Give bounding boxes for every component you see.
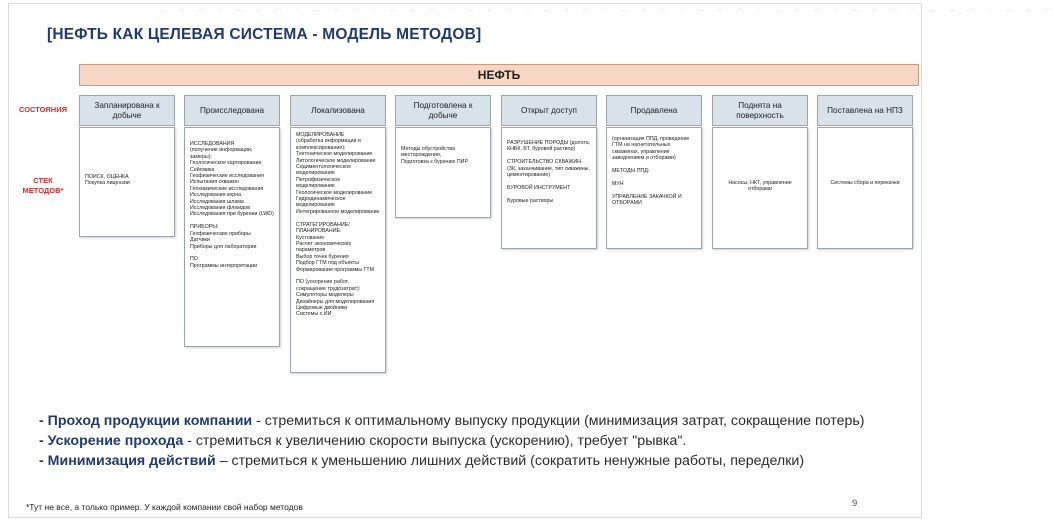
state-header: Подготовлена к добыче [395, 95, 491, 126]
footnote: *Тут не все, а только пример. У каждой компании свой набор методов [26, 502, 303, 512]
state-column-refinery [817, 95, 913, 249]
method-stack: Системы сбора и перекачки [817, 127, 913, 249]
bullet-item [39, 431, 909, 451]
state-header: Запланирована к добыче [79, 95, 175, 126]
method-stack: Насосы, НКТ, управление отборами [712, 127, 808, 249]
bullet-text: – стремиться к уменьшению лишних действий (сократить ненужные работы, переделки) [215, 453, 805, 469]
state-column-explored [184, 95, 280, 347]
methods-row-label: СТЕК МЕТОДОВ* [22, 176, 64, 195]
method-stack: МОДЕЛИРОВАНИЕ (обработка информации и комплексирование): Тектоническое моделирование Литологическое моделирование Седиментологическое моделирование Петрофизическое моделирование Геологическое моделирование Гидродинамическое моделирование Интегрированное моделирование СТРАТЕГИРОВАНИЕ/ ПЛАНИРОВАНИЕ: Кустование Расчет экономических параметров Выбор точек бурения Подбор ГТМ под объекты Формирование программы ГТМ ПО (ускорение работ, сокращение трудозатрат): Симуляторы моделеры Дизайнеры для моделирования Цифровые двойники Системы с ИИ [290, 127, 386, 373]
state-column-access [501, 95, 597, 249]
principles-list [39, 411, 909, 471]
state-column-lifted [712, 95, 808, 249]
state-header: Происследована [184, 95, 280, 126]
state-column-pushed [606, 95, 702, 249]
oil-system-bar: НЕФТЬ [79, 64, 919, 86]
method-stack: ПОИСК, ОЦЕНКА Покупка лицензии [79, 127, 175, 237]
page-number: 9 [852, 498, 858, 509]
state-header: Продавлена [606, 95, 702, 126]
method-stack: Методы обустройства месторождения, Подготовка к бурению ПИР [395, 127, 491, 218]
bullet-item [39, 451, 909, 471]
method-stack: (организация ППД, проведение ГТМ на нагнетательных скважинах, управление заводнением и отборами) МЕТОДЫ ППД: МУН УПРАВЛЕНИЕ ЗАКАЧКОЙ И ОТБОРАМИ [606, 127, 702, 249]
page-title: [НЕФТЬ КАК ЦЕЛЕВАЯ СИСТЕМА - МОДЕЛЬ МЕТОДОВ] [47, 26, 482, 43]
state-column-localized [290, 95, 386, 373]
slide [8, 3, 1054, 518]
bullet-text: - стремиться к оптимальному выпуску продукции (минимизация затрат, сокращение потерь) [252, 413, 865, 429]
state-header: Поставлена на НПЗ [817, 95, 913, 126]
decorative-doodles: ~ ∘ ⌒ ◦ ~ ∘ ⌒ ◦ ~ ∘ ⌒ ◦ ~ ∘ ⌒ ◦ ~ ∘ ⌒ ◦ ~ ∘ ⌒ ◦ ~ ∘ ⌒ ◦ ~ ∘ ⌒ ◦ ~ ∘ ⌒ ◦ ~ ∘ ⌒ ◦ ~ ∘ ⌒ ◦ ~ ∘ ⌒ [159, 4, 1054, 17]
state-column-planned [79, 95, 175, 237]
bullet-title: - Проход продукции компании [39, 413, 253, 429]
method-stack: РАЗРУШЕНИЕ ПОРОДЫ (долота, КНБК, БТ, буровой раствор) СТРОИТЕЛЬСТВО СКВАЖИН (ЗК, заканчивание, тип скважины, цементирование) БУРОВОЙ ИНСТРУМЕНТ Буровые растворы [501, 127, 597, 249]
state-header: Поднята на поверхность [712, 95, 808, 126]
bullet-title: - Минимизация действий [39, 453, 216, 469]
states-row-label: СОСТОЯНИЯ [18, 105, 67, 114]
method-stack: ИССЛЕДОВАНИЯ (получение информации, замеры): Геологическое картирование Сейсмика Геофизические исследования Испытания скважин Геохимические исследования Исследования керна Исследования шлама Исследования флюидов Исследования при бурении (LWD) ПРИБОРЫ: Геофизические приборы Датчики Приборы для лаборатории ПО Программы интерпретации [184, 127, 280, 347]
state-header: Открыт доступ [501, 95, 597, 126]
bullet-item [39, 411, 909, 431]
bullet-title: - Ускорение прохода [39, 433, 184, 449]
state-header: Локализована [290, 95, 386, 126]
bullet-text: - стремиться к увеличению скорости выпуска (ускорению), требует "рывка". [183, 433, 687, 449]
state-column-prepared [395, 95, 491, 218]
